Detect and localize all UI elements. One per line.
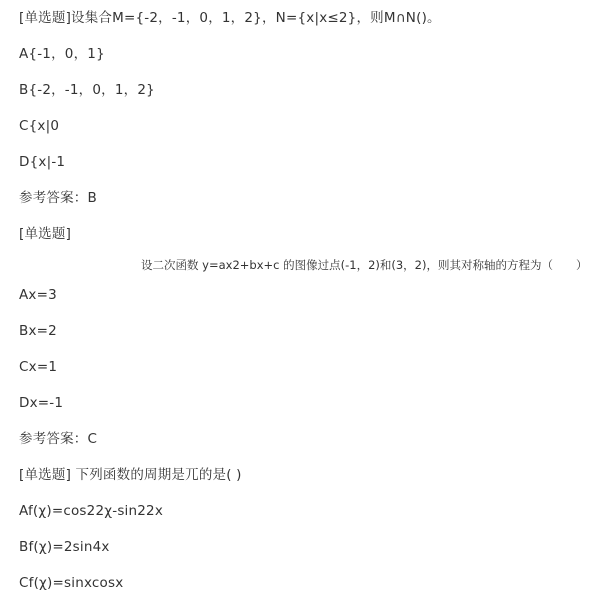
question-1-option-d: D{x|-1	[19, 154, 66, 170]
question-1-option-b: B{-2，-1，0，1，2}	[19, 82, 155, 98]
question-2-option-b: Bx=2	[19, 323, 57, 339]
question-3-stem: [单选题] 下列函数的周期是兀的是( )	[19, 467, 242, 483]
question-2-stem: 设二次函数 y=ax2+bx+c 的图像过点(-1，2)和(3，2)，则其对称轴的方程为（ ）	[141, 258, 588, 272]
question-1-option-a: A{-1，0，1}	[19, 46, 105, 62]
question-2-answer: 参考答案：C	[19, 431, 98, 447]
question-3-option-b: Bf(χ)=2sin4x	[19, 539, 110, 555]
question-2-option-c: Cx=1	[19, 359, 58, 375]
question-3-option-c: Cf(χ)=sinxcosx	[19, 575, 124, 591]
question-2-option-d: Dx=-1	[19, 395, 64, 411]
question-2-option-a: Ax=3	[19, 287, 57, 303]
question-1-option-c: C{x|0	[19, 118, 60, 134]
question-2-type: [单选题]	[19, 226, 72, 242]
question-1-stem: [单选题]设集合M={-2，-1，0，1，2}，N={x|x≤2}，则M∩N()。	[19, 10, 441, 26]
question-3-option-a: Af(χ)=cos22χ-sin22x	[19, 503, 164, 519]
question-1-answer: 参考答案：B	[19, 190, 97, 206]
